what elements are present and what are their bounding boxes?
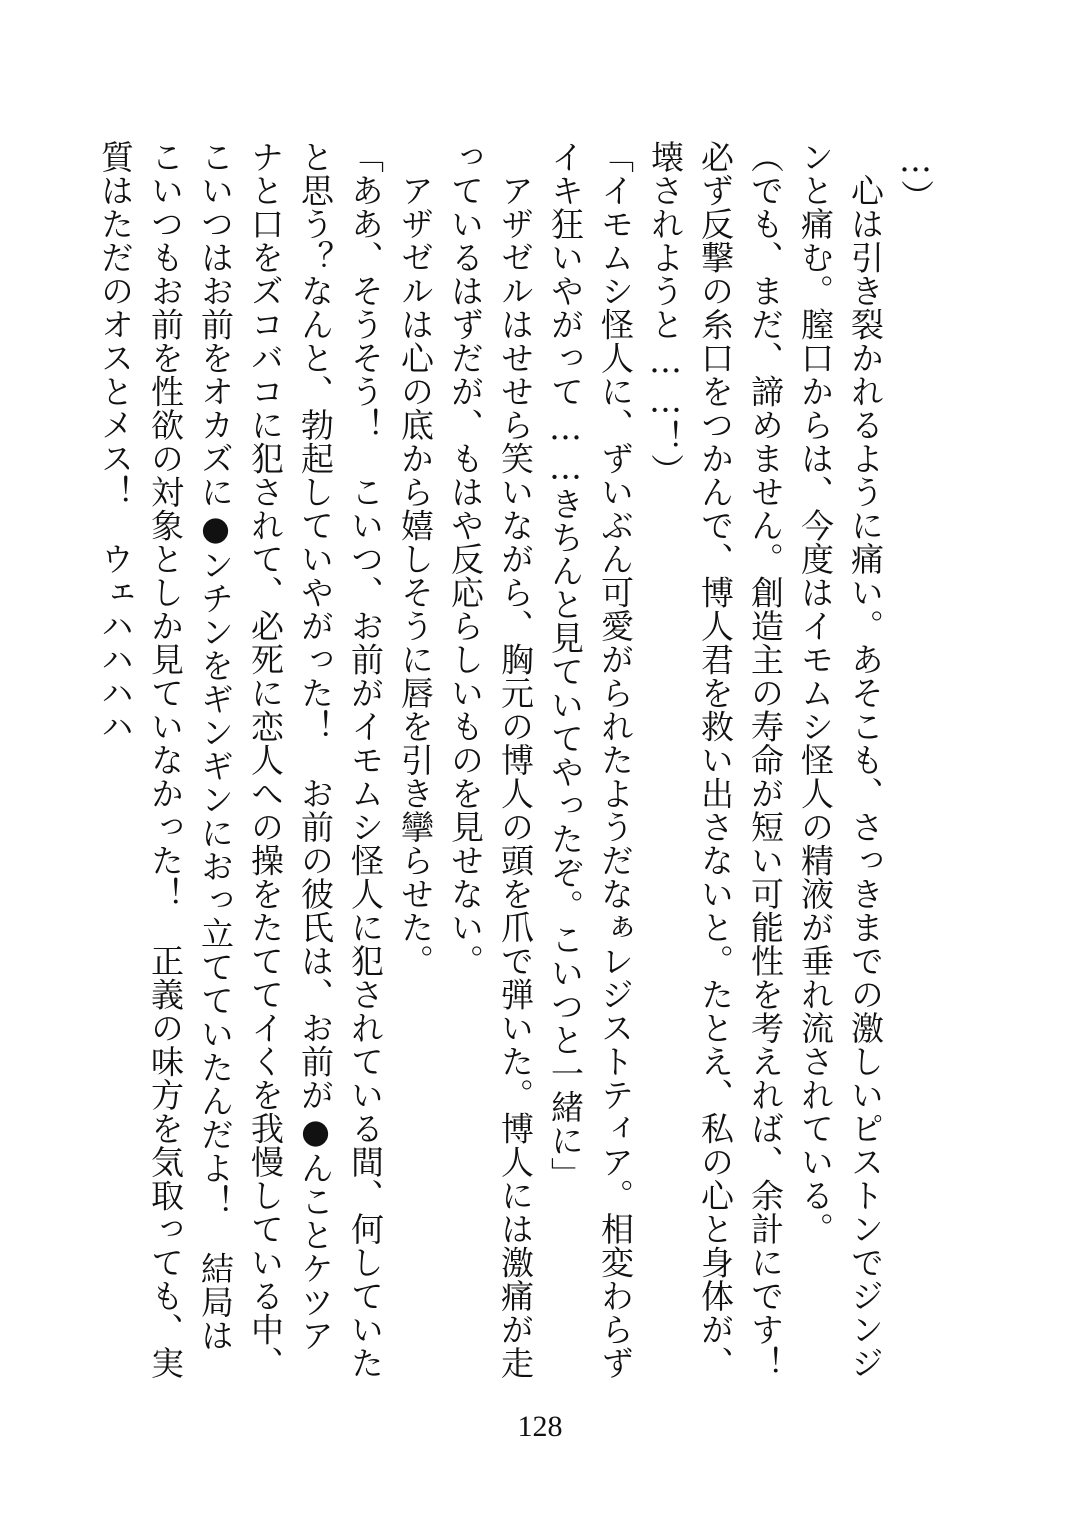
paragraph: …） — [896, 140, 935, 213]
paragraph: 「イモムシ怪人に、ずいぶん可愛がられたようだなぁレジストティア。相変わらずイキ狂いやがって……きちんと見ていてやったぞ。こいつと一緒に」 — [546, 140, 635, 1380]
paragraph: 心は引き裂かれるように痛い。あそこも、さっきまでの激しいピストンでジンジンと痛む。膣口からは、今度はイモムシ怪人の精液が垂れ流されている。 — [796, 140, 885, 1380]
paragraph: アザゼルはせせら笑いながら、胸元の博人の頭を爪で弾いた。博人には激痛が走っているはずだが、もはや反応らしいものを見せない。 — [446, 140, 535, 1380]
paragraph: 「ああ、そうそう！ こいつ、お前がイモムシ怪人に犯されている間、何していたと思う？なんと、勃起していやがった！ お前の彼氏は、お前が●んことケツアナと口をズコバコに犯されて、必死に恋人への操をたててイくを我慢している中、こいつはお前をオカズに●ンチンをギンギンにおっ立てていたんだよ！ 結局はこいつもお前を性欲の対象としか見ていなかった！ 正義の味方を気取っても、実質はただのオスとメス！ ウェハハハハ — [96, 140, 385, 1380]
vertical-text-body — [96, 140, 940, 1413]
paragraph: （でも、まだ、諦めません。創造主の寿命が短い可能性を考えれば、余計にです！ 必ず反撃の糸口をつかんで、博人君を救い出さないと。たとえ、私の心と身体が、壊されようと……！） — [646, 140, 785, 1413]
page-number: 128 — [517, 1410, 563, 1443]
paragraph: アザゼルは心の底から嬉しそうに唇を引き攣らせた。 — [396, 140, 435, 978]
